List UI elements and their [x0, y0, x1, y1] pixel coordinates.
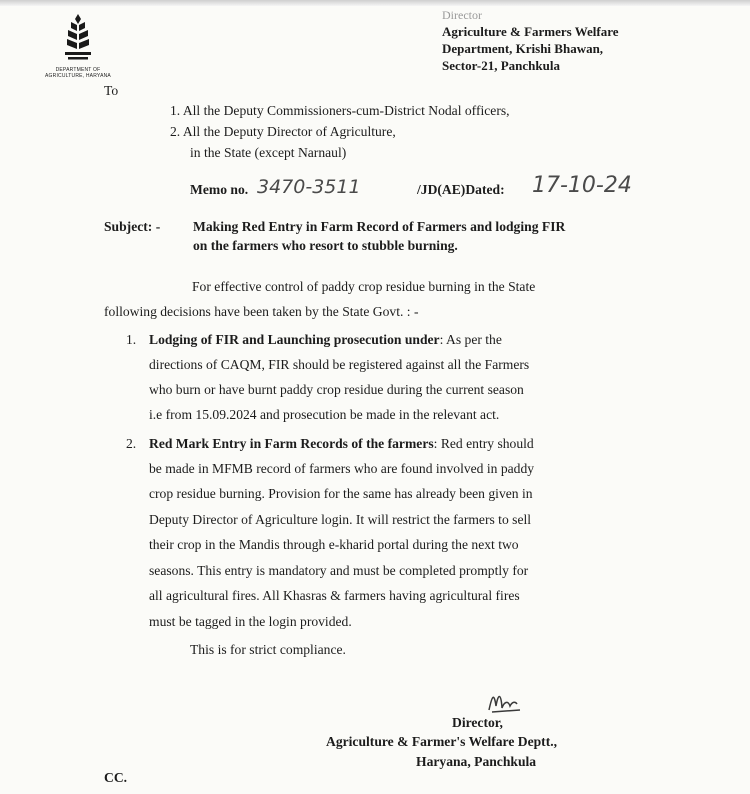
point2-line6: seasons. This entry is mandatory and must be completed promptly for — [149, 563, 529, 578]
point2-line1-rest: : Red entry should — [433, 436, 534, 451]
subject-line1: Making Red Entry in Farm Record of Farmers and lodging FIR — [193, 219, 566, 234]
subject-line2: on the farmers who resort to stubble burning. — [193, 238, 458, 253]
header-line3: Sector-21, Panchkula — [442, 58, 560, 73]
compliance-note: This is for strict compliance. — [190, 642, 346, 657]
memo-label: Memo no. — [190, 182, 249, 197]
point2-line5: their crop in the Mandis through e-kharid portal during the next two — [149, 537, 519, 552]
signatory-line2: Haryana, Panchkula — [416, 754, 537, 769]
emblem-caption-line1: DEPARTMENT OF — [55, 67, 101, 73]
intro-line2: following decisions have been taken by the State Govt. : - — [104, 304, 419, 319]
recipient-2: 2. All the Deputy Director of Agriculture, — [170, 124, 396, 139]
recipient-1: 1. All the Deputy Commissioners-cum-District Nodal officers, — [170, 103, 510, 118]
point2-line1 — [149, 436, 534, 452]
emblem-caption-line2: AGRICULTURE, HARYANA — [45, 73, 111, 79]
point2-line8: must be tagged in the login provided. — [149, 614, 352, 629]
point1-line1 — [149, 332, 502, 348]
point1-number: 1. — [126, 332, 137, 347]
cc-label: CC. — [104, 770, 128, 785]
header-line1: Agriculture & Farmers Welfare — [442, 24, 619, 39]
header-faded-line: Director — [442, 8, 482, 22]
signatory-title: Director, — [452, 715, 503, 730]
intro-line1: For effective control of paddy crop residue burning in the State — [192, 279, 536, 294]
wheat-emblem-icon — [62, 12, 94, 64]
memo-suffix: /JD(AE)Dated: — [417, 182, 505, 197]
scan-top-edge — [0, 0, 750, 6]
signatory-line1: Agriculture & Farmer's Welfare Deptt., — [326, 734, 558, 749]
signature-scribble-icon — [486, 688, 526, 714]
point2-line4: Deputy Director of Agriculture login. It will restrict the farmers to sell — [149, 512, 532, 527]
point1-line3: who burn or have burnt paddy crop residue during the current season — [149, 382, 524, 397]
point2-line2: be made in MFMB record of farmers who are found involved in paddy — [149, 461, 535, 476]
point2-line3: crop residue burning. Provision for the same has already been given in — [149, 486, 533, 501]
point1-heading: Lodging of FIR and Launching prosecution under — [149, 332, 440, 347]
recipient-2-continued: in the State (except Narnaul) — [190, 145, 347, 160]
department-emblem — [28, 12, 128, 80]
point2-line7: all agricultural fires. All Khasras & farmers having agricultural fires — [149, 588, 520, 603]
point2-number: 2. — [126, 436, 137, 451]
memo-date-handwritten: 17-10-24 — [532, 173, 632, 198]
to-label: To — [104, 83, 119, 98]
memo-number-handwritten: 3470-3511 — [257, 176, 361, 198]
point1-line1-rest: : As per the — [439, 332, 502, 347]
point2-heading: Red Mark Entry in Farm Records of the farmers — [149, 436, 434, 451]
header-line2: Department, Krishi Bhawan, — [442, 41, 604, 56]
point1-line4: i.e from 15.09.2024 and prosecution be made in the relevant act. — [149, 407, 500, 422]
point1-line2: directions of CAQM, FIR should be registered against all the Farmers — [149, 357, 530, 372]
subject-label: Subject: - — [104, 219, 161, 234]
